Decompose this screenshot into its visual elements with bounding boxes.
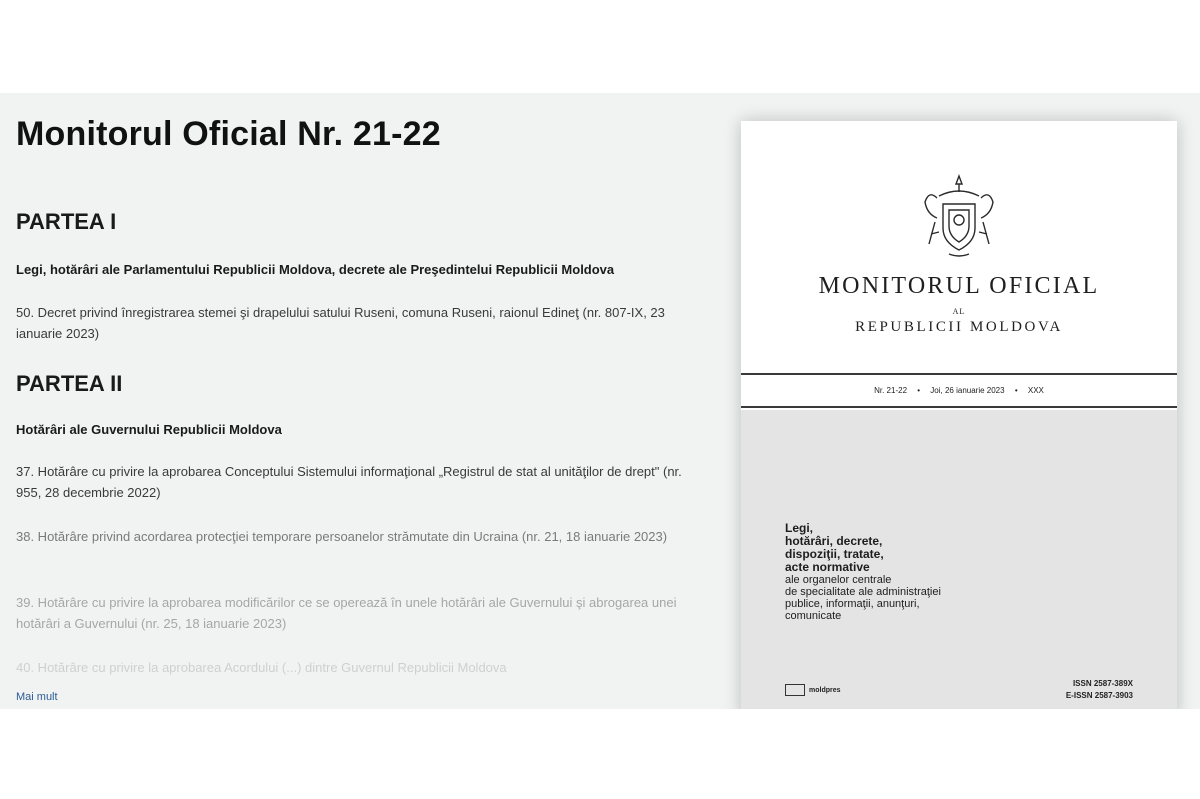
issn-block: [1066, 678, 1133, 702]
issn: ISSN 2587-389X: [1072, 679, 1133, 688]
part-1-heading: PARTEA I: [16, 209, 117, 234]
part-2-section-heading: Hotărâri ale Guvernului Republicii Moldova: [16, 422, 282, 437]
desc-bold-line: hotărâri, decrete,: [785, 534, 883, 548]
cover-header: [741, 121, 1177, 373]
issue-date: Joi, 26 ianuarie 2023: [930, 386, 1005, 395]
act-item-40[interactable]: 40. Hotărâre cu privire la aprobarea Acordului (...) dintre Guvernul Republicii Moldova: [16, 660, 507, 675]
issue-contents: [16, 93, 716, 709]
moldova-coat-of-arms-icon: [919, 174, 999, 260]
cover-subtitle: REPUBLICII MOLDOVA: [855, 319, 1063, 335]
desc-line: publice, informaţii, anunţuri,: [785, 598, 920, 610]
part-1-section-heading: Legi, hotărâri ale Parlamentului Republicii Moldova, decrete ale Preşedintelui Republicii Moldova: [16, 262, 615, 277]
desc-bold-line: Legi,: [785, 521, 814, 535]
act-item-50[interactable]: 50. Decret privind înregistrarea stemei şi drapelului satului Ruseni, comuna Ruseni, raionul Edineţ (nr. 807-IX, 23 ianuarie 2023): [16, 305, 665, 341]
act-item-37[interactable]: 37. Hotărâre cu privire la aprobarea Conceptului Sistemului informaţional „Registrul de stat al unităţilor de drept" (nr. 955, 28 decembrie 2022): [16, 464, 682, 500]
part-2-heading: PARTEA II: [16, 371, 123, 396]
separator: •: [1014, 386, 1018, 395]
cover-title-al: AL: [952, 307, 966, 316]
eissn: E-ISSN 2587-3903: [1065, 691, 1133, 700]
issue-cover[interactable]: [741, 121, 1177, 709]
cover-title: MONITORUL OFICIAL: [818, 273, 1100, 299]
desc-line: de specialitate ale administraţiei: [785, 586, 941, 598]
desc-line: comunicate: [785, 610, 842, 622]
moldpres-logo-icon: [785, 684, 805, 696]
desc-line: ale organelor centrale: [785, 574, 892, 586]
desc-bold-line: acte normative: [785, 560, 870, 574]
separator: •: [917, 386, 921, 395]
publisher-logo: [785, 682, 841, 698]
act-item-38[interactable]: 38. Hotărâre privind acordarea protecţiei temporare persoanelor strămutate din Ucraina (nr. 21, 18 ianuarie 2023): [16, 529, 668, 544]
issue-info-bar: [741, 373, 1177, 408]
cover-body: [741, 410, 1177, 709]
issue-volume: XXX: [1027, 386, 1044, 395]
publisher-name: moldpres: [809, 686, 841, 694]
content-area: [0, 93, 1200, 709]
page-title: Monitorul Oficial Nr. 21-22: [16, 115, 441, 153]
desc-bold-line: dispoziţii, tratate,: [785, 547, 884, 561]
issue-number: Nr. 21-22: [874, 386, 908, 395]
act-item-39[interactable]: 39. Hotărâre cu privire la aprobarea modificărilor ce se operează în unele hotărâri ale Guvernului şi abrogarea unei hotărâri a Guvernului (nr. 25, 18 ianuarie 2023): [16, 595, 677, 631]
more-link[interactable]: Mai mult: [16, 691, 58, 703]
cover-description: [785, 522, 1005, 622]
